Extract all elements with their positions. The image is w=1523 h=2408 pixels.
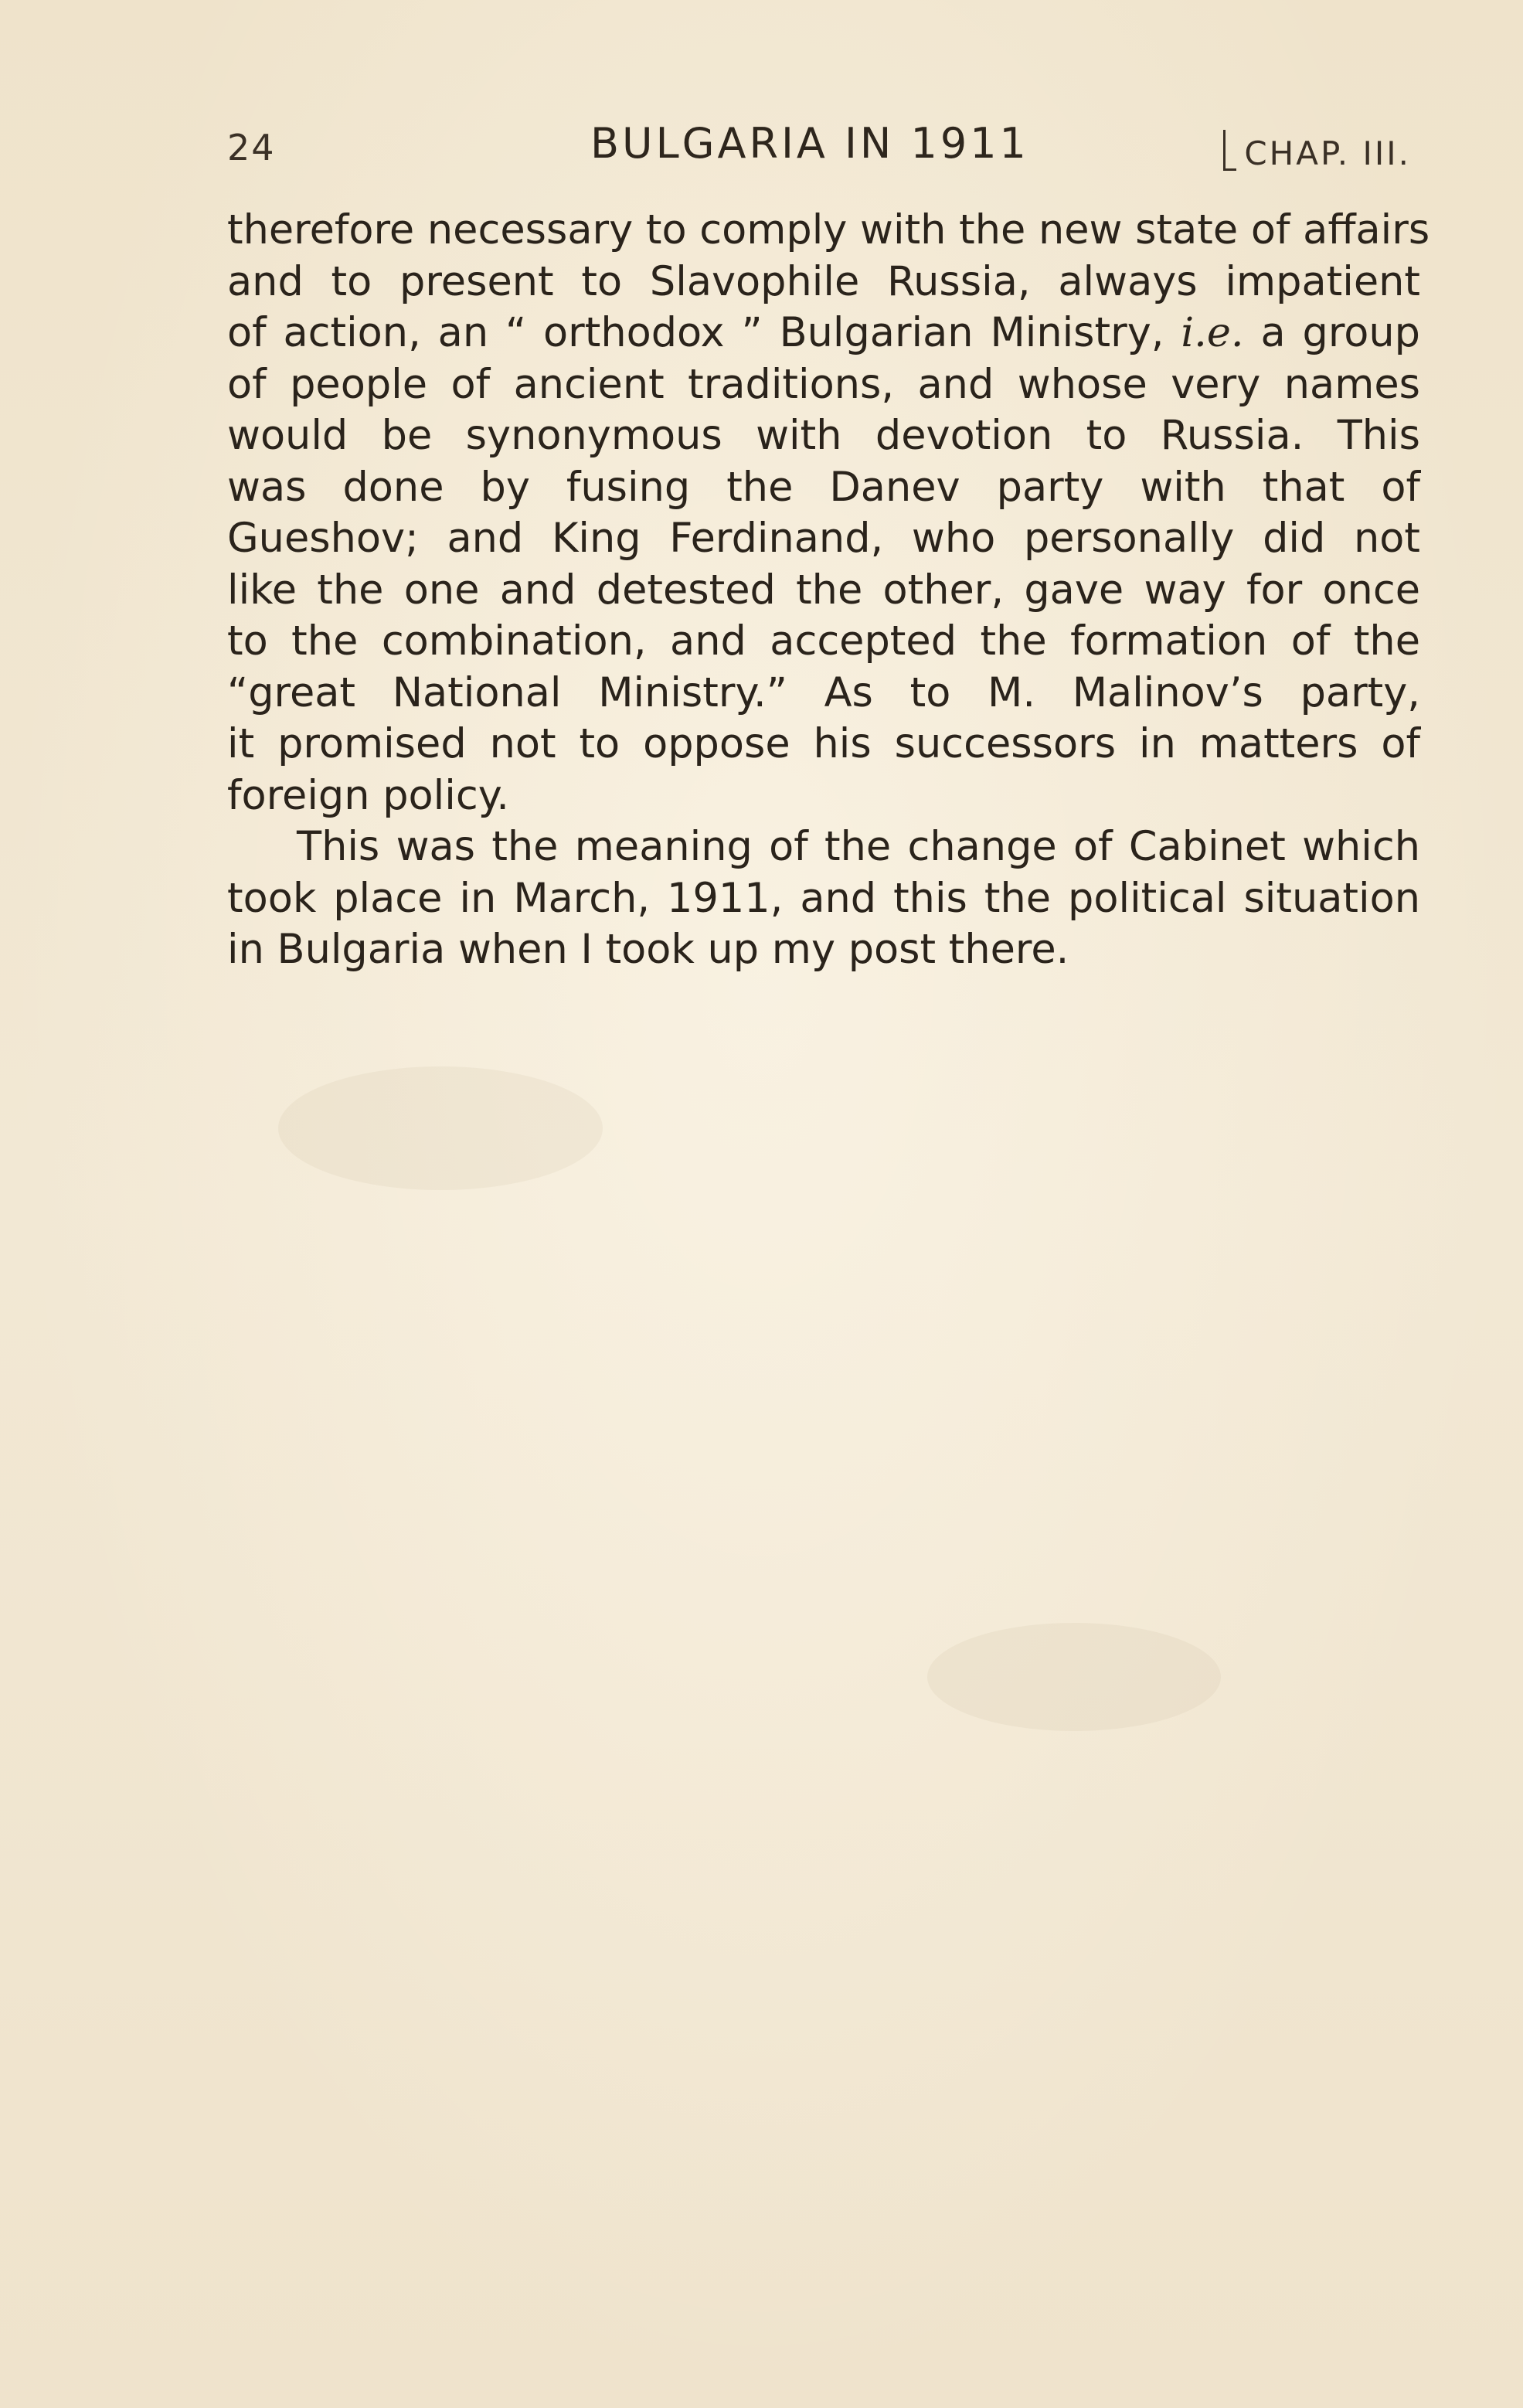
running-header [227, 116, 1420, 178]
bracket-mark [1223, 130, 1236, 171]
paragraph-1 [227, 205, 1430, 821]
text-line: to the combination, and accepted the formation of the [227, 617, 1420, 665]
text-line: This was the meaning of the change of Cabinet which [297, 823, 1420, 870]
text-line: foreign policy. [227, 771, 509, 819]
text-line: in Bulgaria when I took up my post there. [227, 926, 1069, 973]
text-line: “great National Ministry.” As to M. Malinov’s party, [227, 668, 1420, 716]
italic-abbreviation: i.e. [1181, 309, 1244, 356]
text-line: was done by fusing the Danev party with that of [227, 463, 1420, 511]
page-number: 24 [227, 127, 276, 168]
text-line: took place in March, 1911, and this the political situation [227, 874, 1420, 922]
text-line: and to present to Slavophile Russia, always impatient [227, 257, 1420, 305]
text-line: therefore necessary to comply with the new state of affairs [227, 206, 1430, 253]
body-text [227, 205, 1430, 976]
text-line: of people of ancient traditions, and whose very names [227, 360, 1420, 408]
text-line: like the one and detested the other, gave way for once [227, 566, 1420, 614]
paragraph-2 [227, 821, 1420, 976]
text-line: would be synonymous with devotion to Russia. This [227, 412, 1420, 459]
text-line: of action, an “ orthodox ” Bulgarian Ministry, i.e. a group [227, 309, 1420, 356]
text-line: Gueshov; and King Ferdinand, who personally did not [227, 515, 1420, 562]
text-line: it promised not to oppose his successors in matters of [227, 720, 1420, 767]
running-title: BULGARIA IN 1911 [590, 119, 1029, 168]
chapter-label: CHAP. III. [1244, 134, 1411, 172]
paper-stain [927, 1623, 1221, 1731]
chapter-reference [1223, 130, 1411, 172]
paper-stain [278, 1066, 603, 1190]
